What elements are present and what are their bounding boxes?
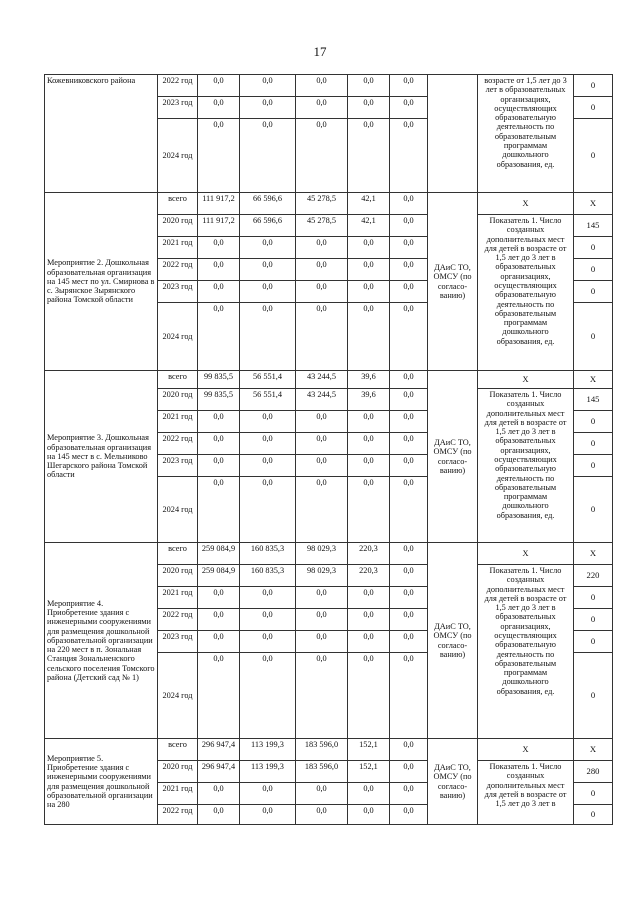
amount-cell: 0,0	[348, 805, 390, 825]
amount-cell: 0,0	[390, 193, 428, 215]
amount-cell: 113 199,3	[240, 761, 296, 783]
year-cell: всего	[158, 543, 198, 565]
amount-cell: 0,0	[198, 119, 240, 193]
amount-cell: 0,0	[390, 653, 428, 739]
amount-cell: 0,0	[198, 783, 240, 805]
amount-cell: 0,0	[296, 75, 348, 97]
indicator-value-cell: 0	[574, 97, 613, 119]
amount-cell: 0,0	[240, 477, 296, 543]
year-cell: 2021 год	[158, 237, 198, 259]
table-row	[45, 193, 613, 215]
amount-cell: 0,0	[296, 237, 348, 259]
amount-cell: 0,0	[390, 215, 428, 237]
amount-cell: 0,0	[198, 281, 240, 303]
amount-cell: 0,0	[390, 433, 428, 455]
amount-cell: 0,0	[240, 805, 296, 825]
indicator-value-cell: 0	[574, 455, 613, 477]
amount-cell: 0,0	[198, 303, 240, 371]
indicator-value-cell: 0	[574, 119, 613, 193]
activity-description: Мероприятие 5. Приобретение здания с инженерными сооружениями для размещения дошкольной образовательной организации на 280	[45, 739, 158, 825]
year-cell: 2023 год	[158, 455, 198, 477]
year-cell: 2021 год	[158, 783, 198, 805]
amount-cell: 152,1	[348, 739, 390, 761]
indicator-value-cell: 0	[574, 783, 613, 805]
indicator-cell: Показатель 1. Число созданных дополнительных мест для детей в возрасте от 1,5 лет до 3 лет в образовательных организациях, осуществляющих образовательную деятельность по образовательным программам дошкольного образования, ед.	[478, 389, 574, 543]
amount-cell: 0,0	[198, 97, 240, 119]
indicator-x-cell: Х	[478, 371, 574, 389]
amount-cell: 66 596,6	[240, 193, 296, 215]
year-cell: 2022 год	[158, 259, 198, 281]
year-cell: 2020 год	[158, 215, 198, 237]
amount-cell: 0,0	[240, 97, 296, 119]
amount-cell: 0,0	[296, 455, 348, 477]
amount-cell: 0,0	[390, 543, 428, 565]
amount-cell: 0,0	[240, 455, 296, 477]
indicator-cell: Показатель 1. Число созданных дополнительных мест для детей в возрасте от 1,5 лет до 3 лет в	[478, 761, 574, 825]
amount-cell: 183 596,0	[296, 739, 348, 761]
indicator-cell: Показатель 1. Число созданных дополнительных мест для детей в возрасте от 1,5 лет до 3 лет в образовательных организациях, осуществляющих образовательную деятельность по образовательным программам дошкольного образования, ед.	[478, 565, 574, 739]
amount-cell: 39,6	[348, 371, 390, 389]
amount-cell: 0,0	[348, 97, 390, 119]
amount-cell: 0,0	[390, 97, 428, 119]
year-cell: 2020 год	[158, 389, 198, 411]
amount-cell: 42,1	[348, 215, 390, 237]
amount-cell: 152,1	[348, 761, 390, 783]
amount-cell: 0,0	[390, 609, 428, 631]
amount-cell: 0,0	[240, 631, 296, 653]
indicator-value-cell: 0	[574, 237, 613, 259]
year-cell: 2020 год	[158, 565, 198, 587]
amount-cell: 0,0	[348, 653, 390, 739]
table-row	[45, 739, 613, 761]
amount-cell: 0,0	[348, 75, 390, 97]
year-cell: 2021 год	[158, 411, 198, 433]
amount-cell: 0,0	[390, 371, 428, 389]
indicator-cell: Показатель 1. Число созданных дополнительных мест для детей в возрасте от 1,5 лет до 3 лет в образовательных организациях, осуществляющих образовательную деятельность по образовательным программам дошкольного образования, ед.	[478, 215, 574, 371]
amount-cell: 0,0	[198, 411, 240, 433]
table-row	[45, 371, 613, 389]
amount-cell: 0,0	[296, 477, 348, 543]
activity-description: Мероприятие 3. Дошкольная образовательная организация на 145 мест в с. Мельниково Шегарского района Томской области	[45, 371, 158, 543]
indicator-value-cell: 0	[574, 653, 613, 739]
indicator-value-cell: 0	[574, 303, 613, 371]
amount-cell: 0,0	[240, 433, 296, 455]
amount-cell: 0,0	[198, 653, 240, 739]
program-table	[44, 74, 613, 825]
amount-cell: 0,0	[390, 805, 428, 825]
amount-cell: 296 947,4	[198, 761, 240, 783]
amount-cell: 0,0	[390, 389, 428, 411]
amount-cell: 0,0	[390, 303, 428, 371]
indicator-value-cell: 0	[574, 411, 613, 433]
amount-cell: 259 084,9	[198, 565, 240, 587]
amount-cell: 160 835,3	[240, 565, 296, 587]
indicator-x-cell: Х	[478, 543, 574, 565]
amount-cell: 43 244,5	[296, 371, 348, 389]
year-cell: всего	[158, 371, 198, 389]
amount-cell: 0,0	[296, 281, 348, 303]
executor-cell: ДАиС ТО, ОМСУ (по согласо-ванию)	[428, 739, 478, 825]
amount-cell: 39,6	[348, 389, 390, 411]
amount-cell: 0,0	[240, 587, 296, 609]
indicator-value-cell: Х	[574, 543, 613, 565]
indicator-value-cell: Х	[574, 193, 613, 215]
year-cell: 2023 год	[158, 97, 198, 119]
amount-cell: 0,0	[296, 587, 348, 609]
amount-cell: 0,0	[348, 119, 390, 193]
amount-cell: 220,3	[348, 543, 390, 565]
indicator-value-cell: 0	[574, 75, 613, 97]
amount-cell: 0,0	[198, 609, 240, 631]
amount-cell: 220,3	[348, 565, 390, 587]
indicator-value-cell: 0	[574, 477, 613, 543]
amount-cell: 0,0	[198, 455, 240, 477]
year-cell: 2024 год	[158, 653, 198, 739]
amount-cell: 0,0	[390, 565, 428, 587]
indicator-value-cell: 0	[574, 587, 613, 609]
executor-cell	[428, 75, 478, 193]
amount-cell: 0,0	[296, 303, 348, 371]
amount-cell: 0,0	[198, 587, 240, 609]
year-cell: 2024 год	[158, 477, 198, 543]
indicator-value-cell: 0	[574, 805, 613, 825]
amount-cell: 0,0	[390, 119, 428, 193]
amount-cell: 0,0	[390, 477, 428, 543]
amount-cell: 0,0	[296, 805, 348, 825]
amount-cell: 0,0	[348, 259, 390, 281]
year-cell: 2023 год	[158, 631, 198, 653]
activity-description: Кожевниковского района	[45, 75, 158, 193]
amount-cell: 0,0	[296, 609, 348, 631]
amount-cell: 0,0	[296, 653, 348, 739]
amount-cell: 259 084,9	[198, 543, 240, 565]
executor-cell: ДАиС ТО, ОМСУ (по согласо-ванию)	[428, 543, 478, 739]
amount-cell: 0,0	[296, 433, 348, 455]
amount-cell: 42,1	[348, 193, 390, 215]
amount-cell: 0,0	[348, 455, 390, 477]
amount-cell: 0,0	[348, 303, 390, 371]
amount-cell: 0,0	[240, 411, 296, 433]
amount-cell: 0,0	[390, 237, 428, 259]
amount-cell: 0,0	[348, 411, 390, 433]
amount-cell: 0,0	[240, 237, 296, 259]
amount-cell: 0,0	[240, 259, 296, 281]
amount-cell: 113 199,3	[240, 739, 296, 761]
amount-cell: 0,0	[198, 259, 240, 281]
indicator-value-cell: 0	[574, 281, 613, 303]
amount-cell: 0,0	[296, 631, 348, 653]
amount-cell: 0,0	[240, 609, 296, 631]
amount-cell: 0,0	[348, 587, 390, 609]
amount-cell: 0,0	[390, 587, 428, 609]
indicator-value-cell: Х	[574, 371, 613, 389]
amount-cell: 0,0	[198, 477, 240, 543]
year-cell: 2021 год	[158, 587, 198, 609]
amount-cell: 0,0	[240, 75, 296, 97]
amount-cell: 0,0	[296, 97, 348, 119]
amount-cell: 0,0	[240, 653, 296, 739]
amount-cell: 0,0	[198, 75, 240, 97]
amount-cell: 98 029,3	[296, 565, 348, 587]
indicator-cell: возрасте от 1,5 лет до 3 лет в образовательных организациях, осуществляющих образовательную деятельность по образовательным программам дошкольного образования, ед.	[478, 75, 574, 193]
executor-cell: ДАиС ТО, ОМСУ (по согласо-ванию)	[428, 193, 478, 371]
indicator-value-cell: 0	[574, 609, 613, 631]
indicator-value-cell: 280	[574, 761, 613, 783]
indicator-value-cell: 0	[574, 259, 613, 281]
amount-cell: 99 835,5	[198, 371, 240, 389]
indicator-value-cell: 220	[574, 565, 613, 587]
table-row	[45, 75, 613, 97]
amount-cell: 66 596,6	[240, 215, 296, 237]
amount-cell: 0,0	[240, 783, 296, 805]
indicator-value-cell: 145	[574, 215, 613, 237]
indicator-value-cell: 0	[574, 433, 613, 455]
amount-cell: 56 551,4	[240, 371, 296, 389]
amount-cell: 0,0	[348, 477, 390, 543]
amount-cell: 0,0	[348, 609, 390, 631]
amount-cell: 111 917,2	[198, 215, 240, 237]
amount-cell: 0,0	[296, 119, 348, 193]
amount-cell: 0,0	[240, 281, 296, 303]
amount-cell: 0,0	[198, 805, 240, 825]
indicator-value-cell: 0	[574, 631, 613, 653]
amount-cell: 0,0	[390, 259, 428, 281]
amount-cell: 98 029,3	[296, 543, 348, 565]
year-cell: 2022 год	[158, 805, 198, 825]
activity-description: Мероприятие 4. Приобретение здания с инженерными сооружениями для размещения дошкольной образовательной организации на 220 мест в п. Зональная Станция Зональненского сельского поселения Томского района (Детский сад № 1)	[45, 543, 158, 739]
amount-cell: 0,0	[348, 237, 390, 259]
year-cell: 2024 год	[158, 119, 198, 193]
amount-cell: 0,0	[348, 433, 390, 455]
amount-cell: 0,0	[390, 75, 428, 97]
amount-cell: 0,0	[348, 783, 390, 805]
amount-cell: 0,0	[390, 411, 428, 433]
year-cell: 2022 год	[158, 609, 198, 631]
amount-cell: 0,0	[348, 281, 390, 303]
amount-cell: 0,0	[390, 281, 428, 303]
amount-cell: 0,0	[296, 411, 348, 433]
amount-cell: 160 835,3	[240, 543, 296, 565]
year-cell: 2023 год	[158, 281, 198, 303]
activity-description: Мероприятие 2. Дошкольная образовательная организация на 145 мест по ул. Смирнова в с. Зырянское Зырянского района Томской области	[45, 193, 158, 371]
amount-cell: 0,0	[240, 303, 296, 371]
page-number: 17	[313, 44, 327, 59]
year-cell: 2022 год	[158, 433, 198, 455]
year-cell: 2020 год	[158, 761, 198, 783]
amount-cell: 0,0	[348, 631, 390, 653]
amount-cell: 0,0	[390, 783, 428, 805]
year-cell: 2024 год	[158, 303, 198, 371]
amount-cell: 0,0	[390, 739, 428, 761]
amount-cell: 43 244,5	[296, 389, 348, 411]
table-row	[45, 543, 613, 565]
year-cell: 2022 год	[158, 75, 198, 97]
amount-cell: 296 947,4	[198, 739, 240, 761]
indicator-x-cell: Х	[478, 739, 574, 761]
amount-cell: 0,0	[296, 783, 348, 805]
indicator-x-cell: Х	[478, 193, 574, 215]
indicator-value-cell: Х	[574, 739, 613, 761]
amount-cell: 0,0	[390, 631, 428, 653]
indicator-value-cell: 145	[574, 389, 613, 411]
amount-cell: 0,0	[390, 455, 428, 477]
amount-cell: 0,0	[198, 433, 240, 455]
year-cell: всего	[158, 193, 198, 215]
amount-cell: 0,0	[198, 631, 240, 653]
amount-cell: 56 551,4	[240, 389, 296, 411]
amount-cell: 111 917,2	[198, 193, 240, 215]
executor-cell: ДАиС ТО, ОМСУ (по согласо-ванию)	[428, 371, 478, 543]
year-cell: всего	[158, 739, 198, 761]
amount-cell: 0,0	[198, 237, 240, 259]
amount-cell: 183 596,0	[296, 761, 348, 783]
amount-cell: 45 278,5	[296, 215, 348, 237]
amount-cell: 99 835,5	[198, 389, 240, 411]
amount-cell: 0,0	[296, 259, 348, 281]
amount-cell: 0,0	[390, 761, 428, 783]
amount-cell: 45 278,5	[296, 193, 348, 215]
amount-cell: 0,0	[240, 119, 296, 193]
